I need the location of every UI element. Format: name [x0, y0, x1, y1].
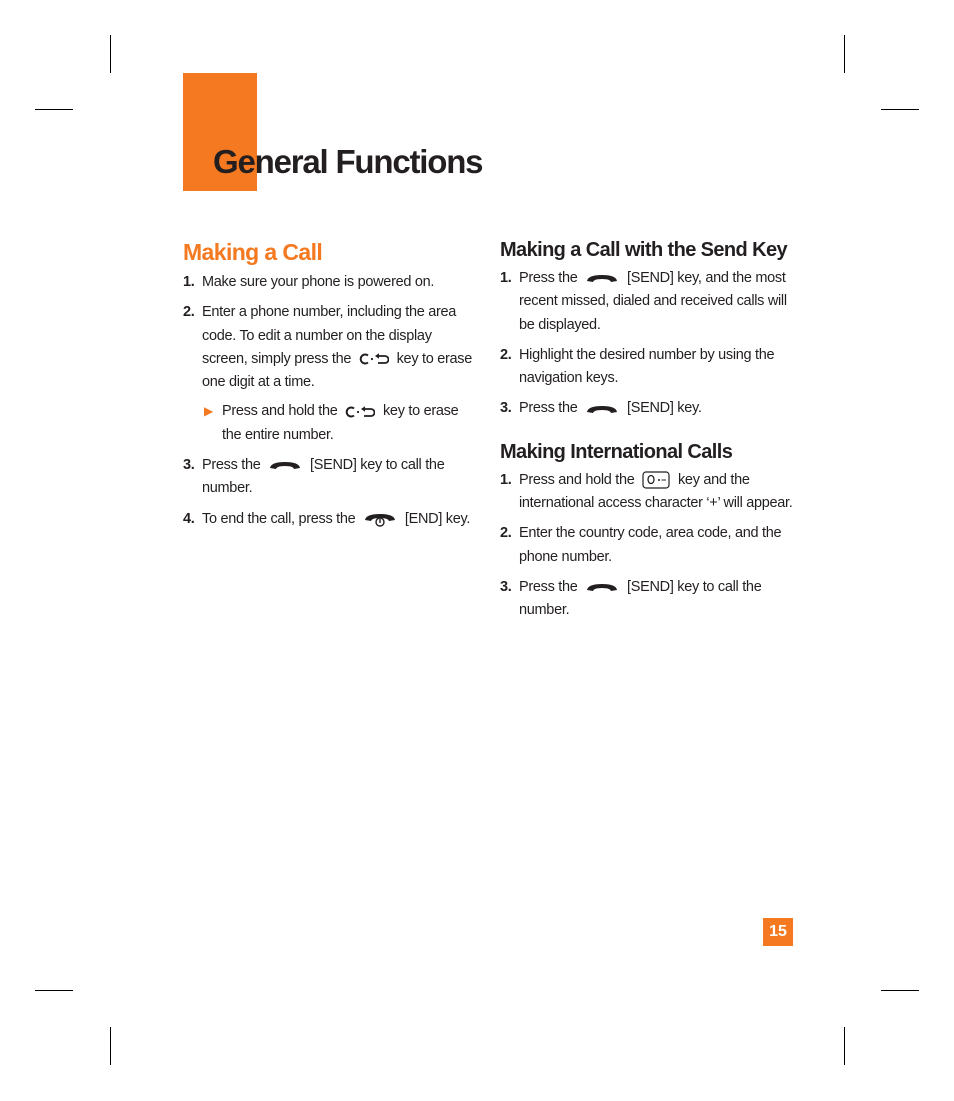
list-item: 2. Enter a phone number, including the area code. To edit a number on the display screen, simply press the key to erase one digit at a time. ▶ Press and hold the key to erase the entire number.	[183, 301, 473, 447]
crop-mark	[881, 990, 919, 991]
crop-mark	[110, 1027, 111, 1065]
end-key-icon	[363, 511, 397, 527]
bullet-note: ▶ Press and hold the key to erase the entire number.	[202, 400, 473, 447]
crop-mark	[844, 35, 845, 73]
list-item: 3. Press the [SEND] key.	[500, 400, 702, 417]
send-key-section	[500, 236, 800, 623]
section-heading: Making a Call	[183, 239, 323, 265]
steps-list	[500, 469, 800, 623]
section-heading: Making a Call with the Send Key	[500, 239, 788, 261]
crop-mark	[881, 109, 919, 110]
crop-mark	[844, 1027, 845, 1065]
send-key-icon	[268, 459, 302, 471]
steps-list	[183, 271, 473, 531]
list-item: 4. To end the call, press the [END] key.	[183, 510, 471, 527]
list-item: 2. Enter the country code, area code, and the phone number.	[500, 525, 782, 565]
crop-mark	[35, 109, 73, 110]
page-title: General Functions	[213, 143, 483, 180]
send-key-icon	[585, 581, 619, 593]
clear-back-key-icon	[345, 405, 375, 419]
list-item: 1. Press and hold the key and the international access character ‘+’ will appear.	[500, 471, 793, 512]
crop-mark	[35, 990, 73, 991]
steps-list	[500, 267, 800, 421]
send-key-icon	[585, 272, 619, 284]
section-heading: Making International Calls	[500, 440, 733, 463]
list-item: 1. Press the [SEND] key, and the most recent missed, dialed and received calls will be displayed.	[500, 270, 787, 333]
making-a-call-section	[183, 236, 473, 531]
list-item: 2. Highlight the desired number by using the navigation keys.	[500, 346, 775, 387]
list-item: 3. Press the [SEND] key to call the number.	[500, 578, 762, 619]
page-number: 15	[763, 918, 793, 946]
clear-back-key-icon	[359, 352, 389, 366]
list-item: 1. Make sure your phone is powered on.	[183, 274, 435, 290]
bullet-arrow-icon: ▶	[204, 404, 213, 419]
send-key-icon	[585, 403, 619, 415]
zero-key-icon	[642, 471, 670, 489]
crop-mark	[110, 35, 111, 73]
list-item: 3. Press the [SEND] key to call the number.	[183, 457, 445, 497]
